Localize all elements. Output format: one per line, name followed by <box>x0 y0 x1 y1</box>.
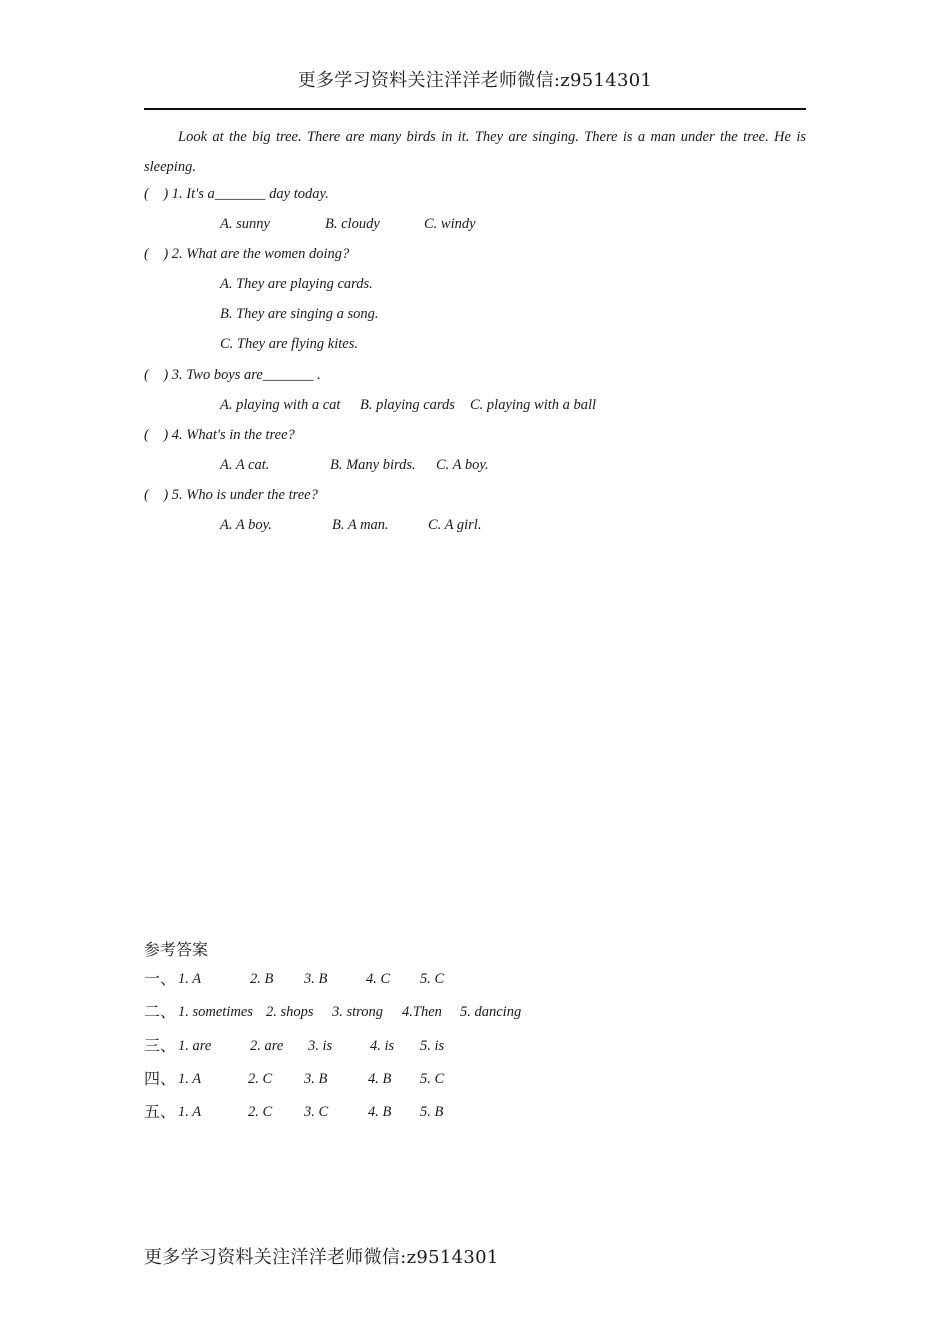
q3-option-a: A. playing with a cat <box>220 397 341 413</box>
answer-section-label: 五、 <box>144 1102 177 1121</box>
question-2: ( ) 2. What are the women doing? <box>144 246 350 262</box>
q3-option-c: C. playing with a ball <box>470 397 597 413</box>
reading-passage: Look at the big tree. There are many birds in it. They are singing. There is a man under the tree. He is sleeping. <box>144 129 806 175</box>
q5-option-c: C. A girl. <box>428 517 482 533</box>
answer-item: 5. C <box>420 1071 445 1087</box>
answer-section-label: 一、 <box>144 969 177 988</box>
answer-item: 3. C <box>304 1104 329 1120</box>
answer-key-title: 参考答案 <box>144 940 209 959</box>
answer-item: 3. B <box>304 971 328 987</box>
answer-row-2 <box>144 1000 522 1024</box>
q5-option-a: A. A boy. <box>220 517 272 533</box>
question-1: ( ) 1. It's a_______ day today. <box>144 186 329 202</box>
answer-item: 2. shops <box>266 1004 314 1020</box>
answer-item: 4. B <box>368 1104 392 1120</box>
page-header: 更多学习资料关注洋洋老师微信:z9514301 <box>297 70 653 91</box>
q2-option-a: A. They are playing cards. <box>220 276 373 292</box>
answer-item: 4. B <box>368 1071 392 1087</box>
answer-item: 4. C <box>366 971 391 987</box>
q1-option-b: B. cloudy <box>325 216 380 232</box>
answer-item: 2. C <box>248 1104 273 1120</box>
q1-option-c: C. windy <box>424 216 476 232</box>
answer-section-label: 二、 <box>144 1002 177 1021</box>
question-5: ( ) 5. Who is under the tree? <box>144 487 318 503</box>
answer-item: 4.Then <box>402 1004 442 1020</box>
q4-option-a: A. A cat. <box>220 457 270 473</box>
answer-item: 1. sometimes <box>178 1004 253 1020</box>
answer-item: 1. A <box>178 971 202 987</box>
answer-item: 4. is <box>370 1038 395 1054</box>
question-4: ( ) 4. What's in the tree? <box>144 427 295 443</box>
answer-item: 1. A <box>178 1071 202 1087</box>
answer-row-3 <box>144 1034 445 1058</box>
q4-option-b: B. Many birds. <box>330 457 416 473</box>
q1-option-a: A. sunny <box>220 216 270 232</box>
answer-item: 1. are <box>178 1038 212 1054</box>
answer-row-1 <box>144 967 445 991</box>
answer-item: 1. A <box>178 1104 202 1120</box>
answer-item: 5. B <box>420 1104 444 1120</box>
answer-row-5 <box>144 1100 444 1124</box>
answer-item: 2. C <box>248 1071 273 1087</box>
answer-row-4 <box>144 1067 445 1091</box>
q2-option-c: C. They are flying kites. <box>220 336 358 352</box>
q5-option-b: B. A man. <box>332 517 389 533</box>
answer-item: 3. B <box>304 1071 328 1087</box>
q2-option-b: B. They are singing a song. <box>220 306 379 322</box>
answer-section-label: 四、 <box>144 1069 177 1088</box>
answer-section-label: 三、 <box>144 1036 177 1055</box>
answer-item: 3. is <box>308 1038 333 1054</box>
q4-option-c: C. A boy. <box>436 457 489 473</box>
answer-item: 5. is <box>420 1038 445 1054</box>
answer-item: 5. C <box>420 971 445 987</box>
answer-item: 2. are <box>250 1038 284 1054</box>
answer-item: 3. strong <box>332 1004 384 1020</box>
answer-item: 5. dancing <box>460 1004 522 1020</box>
page-footer: 更多学习资料关注洋洋老师微信:z9514301 <box>144 1247 499 1268</box>
answer-item: 2. B <box>250 971 274 987</box>
question-3: ( ) 3. Two boys are_______ . <box>144 367 321 383</box>
header-divider <box>144 108 806 110</box>
q3-option-b: B. playing cards <box>360 397 455 413</box>
